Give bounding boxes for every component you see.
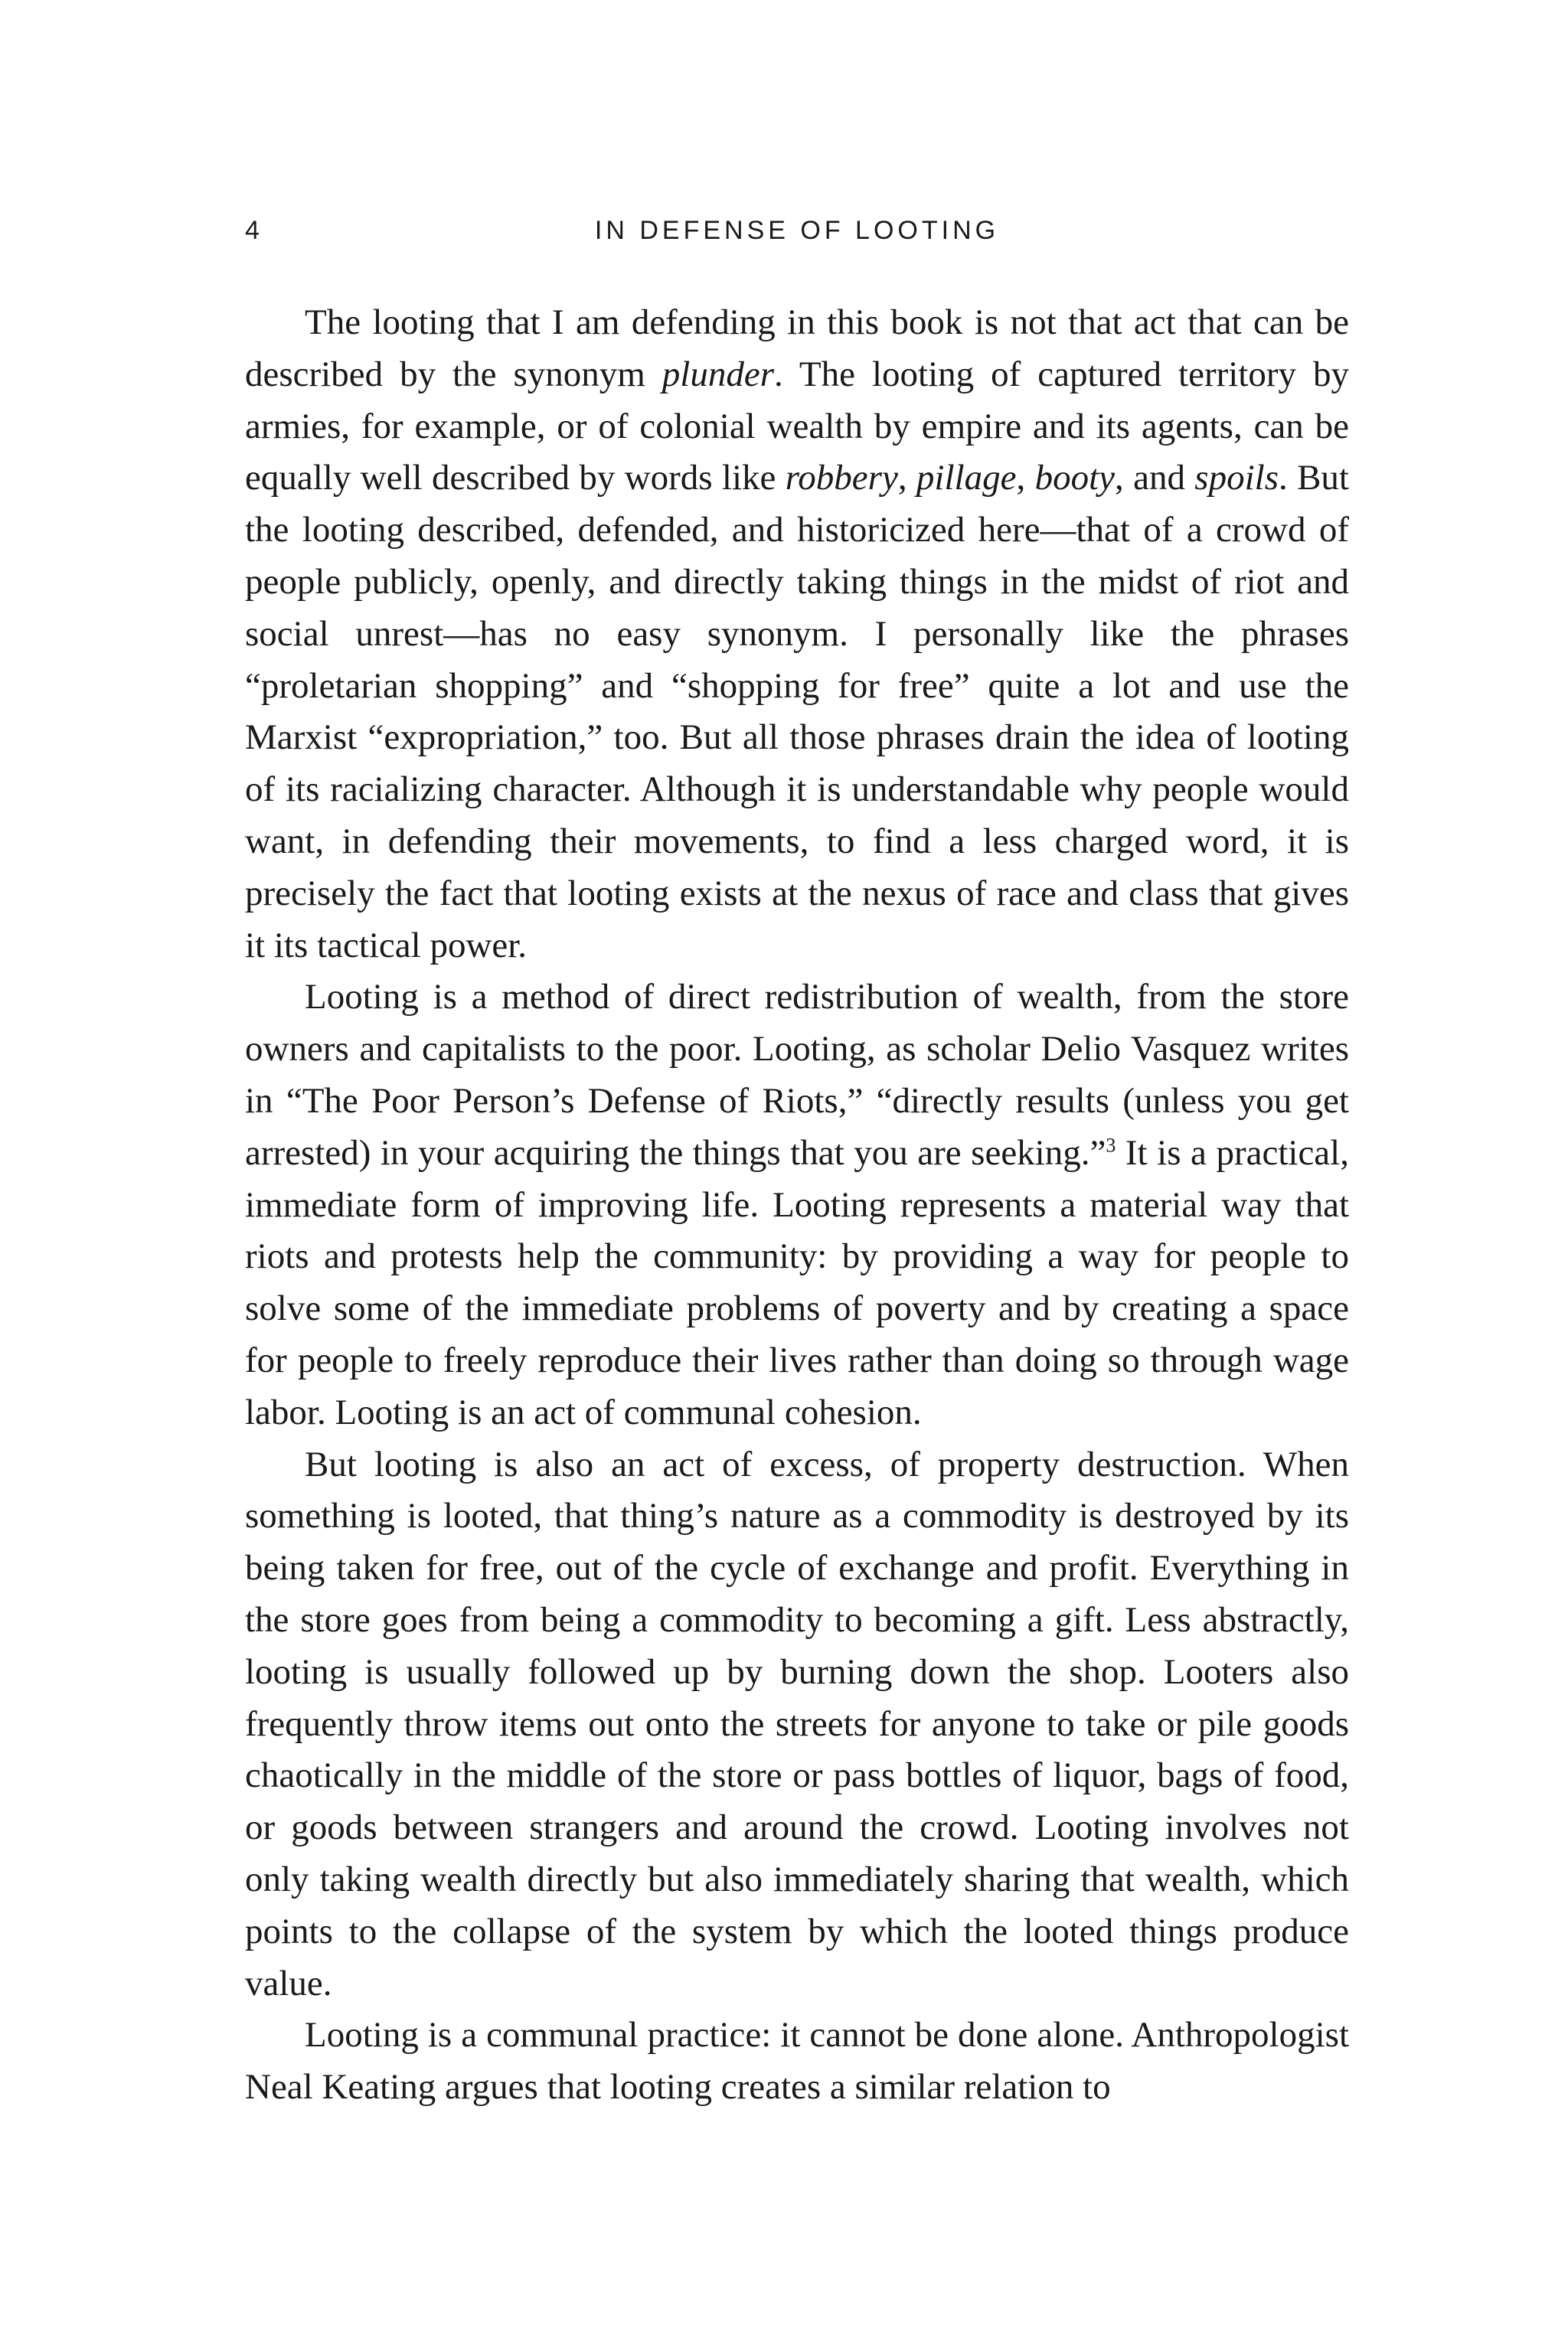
footnote-marker: 3 [1106, 1134, 1116, 1157]
italic-term: plunder [662, 354, 775, 394]
text-run: , [1016, 458, 1035, 498]
text-run: , and [1114, 458, 1195, 498]
text-run: , [897, 458, 916, 498]
text-run: . The looting of captured territory by armies, for example, or of colonial wealth by empire and its agents, can be equally well described by words like [245, 354, 1349, 498]
paragraph-2 [245, 971, 1349, 1438]
italic-term: booty [1034, 458, 1115, 498]
italic-term: robbery [785, 458, 898, 498]
book-title: IN DEFENSE OF LOOTING [594, 216, 1000, 245]
text-run: . But the looting described, defended, and historicized here—that of a crowd of people publicly, openly, and directly taking things in the midst of riot and social unrest—has no easy synonym. I personally like the phrases “proletarian shopping” and “shopping for free” quite a lot and use the Marxist “expropriation,” too. But all those phrases drain the idea of looting of its racializing character. Although it is understandable why people would want, in defending their movements, to find a less charged word, it is precisely the fact that looting exists at the nexus of race and class that gives it its tactical power. [245, 458, 1349, 965]
text-run: The looting that I am defending in this book is not that act that can be described by the synonym [245, 302, 1349, 394]
text-run: Looting is a method of direct redistribution of wealth, from the store owners and capitalists to the poor. Looting, as scholar Delio Vasquez writes in “The Poor Person’s Defense of Riots,” “directly results (unless you get arrested) in your acquiring the things that you are seeking.” [245, 977, 1349, 1173]
body-text [245, 297, 1349, 2114]
page-number: 4 [245, 216, 260, 245]
paragraph-1 [245, 297, 1349, 971]
paragraph-4: Looting is a communal practice: it cannot be done alone. Anthropologist Neal Keating argues that looting creates a similar relation to [245, 2015, 1349, 2108]
running-head [245, 216, 1349, 262]
paragraph-3: But looting is also an act of excess, of property destruction. When something is looted, that thing’s nature as a commodity is destroyed by its being taken for free, out of the cycle of exchange and profit. Everything in the store goes from being a commodity to becoming a gift. Less abstractly, looting is usually followed up by burning down the shop. Looters also frequently throw items out onto the streets for anyone to take or pile goods chaotically in the middle of the store or pass bottles of liquor, bags of food, or goods between strangers and around the crowd. Looting involves not only taking wealth directly but also immediately sharing that wealth, which points to the collapse of the system by which the looted things produce value. [245, 1444, 1349, 2003]
italic-term: pillage [916, 458, 1017, 498]
text-run: It is a practical, immediate form of improving life. Looting represents a material way that riots and protests help the community: by providing a way for people to solve some of the immediate problems of poverty and by creating a space for people to freely reproduce their lives rather than doing so through wage labor. Looting is an act of communal cohesion. [245, 1132, 1349, 1432]
italic-term: spoils [1194, 458, 1279, 498]
